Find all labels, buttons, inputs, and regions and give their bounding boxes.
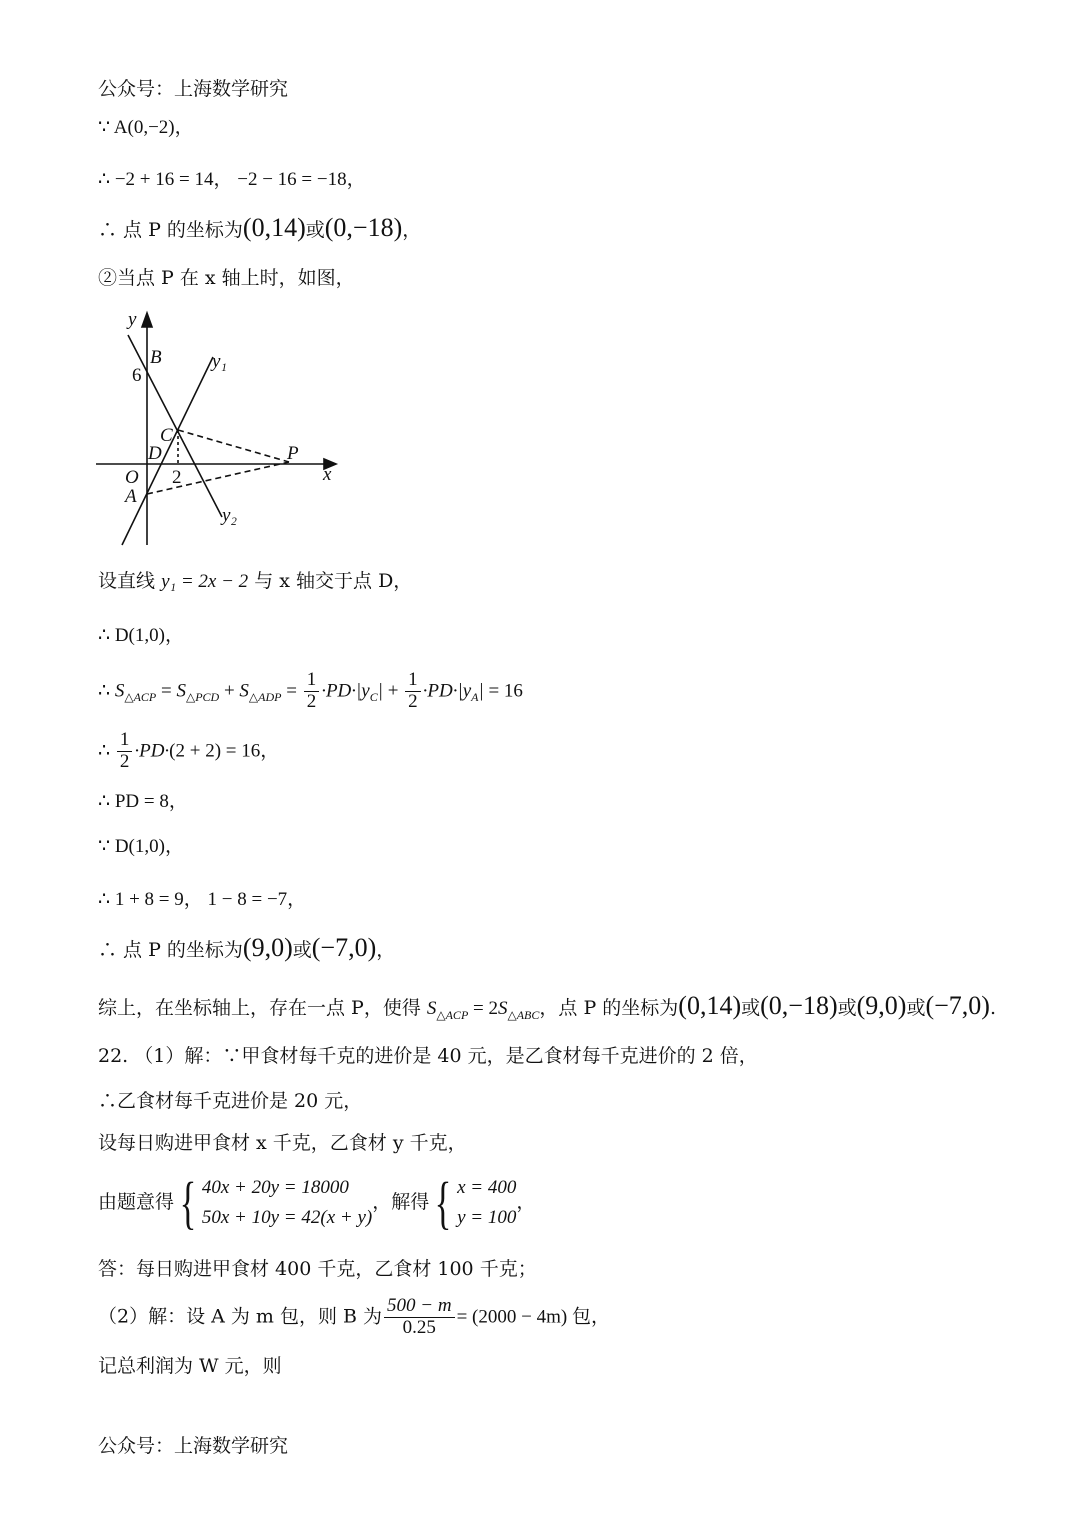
line-answer-1: 答：每日购进甲食材 400 千克，乙食材 100 千克； [98,1258,537,1280]
line-define-d: 设直线 y₁ = 2x − 2 与 x 轴交于点 D， [98,570,413,592]
line-half-pd: ∴ $\frac{1}{2}$ ·PD·(2 + 2) = 16， [98,729,280,772]
label-two: 2 [172,467,182,488]
line-price-yi: ∴乙食材每千克进价是 20 元， [98,1090,363,1112]
line-q22-part1: 22. （1）解：∵甲食材每千克的进价是 40 元，是乙食材每千克进价的 2 倍， [98,1045,758,1067]
label-p: P [287,443,299,464]
label-c: C [160,425,173,446]
dashed-cp [178,430,289,462]
line-d-coords: ∴ D(1,0)， [98,625,184,646]
line-p-coords-x: ∴ 点 P 的坐标为(9,0)或(−7,0)， [98,933,396,962]
y-axis-arrow [142,313,152,327]
line-calc-y: ∴ −2 + 16 = 14， −2 − 16 = −18， [98,169,366,190]
line-area-eq: ∴ $S_{\triangle ACP} = S_{\triangle PCD} + S_{\triangle ADP}$ = $\frac{1}{2}$ $\cdot PD\cdot|y_C|$ + $\frac{1}{2}$ $\cdot PD\cdot|y_A| = 16$ [98,669,523,712]
label-d: D [148,443,162,464]
label-x-axis: x [323,464,332,485]
line-given-a: ∵ A(0,−2)， [98,117,194,138]
line-set-vars: 设每日购进甲食材 x 千克，乙食材 y 千克， [98,1132,467,1154]
label-o: O [125,467,139,488]
dashed-ap [147,462,289,494]
label-y-axis: y [128,309,137,330]
label-a: A [125,486,137,507]
label-y1: y₁ [212,351,228,372]
label-six: 6 [132,365,142,386]
line-case-two: ②当点 P 在 x 轴上时，如图， [98,267,355,289]
line-pd: ∴ PD = 8， [98,791,188,812]
line-y2 [128,335,222,517]
line-system: 由题意得{ 40x + 20y = 18000 50x + 10y = 42(x + y) ，解得{ x = 400 y = 100 ， [98,1170,536,1235]
line-part2: （2）解：设 A 为 m 包，则 B 为 $\frac{500 - m}{0.25}$ = (2000 − 4m) 包， [98,1295,610,1338]
label-b: B [150,347,162,368]
header-watermark: 公众号：上海数学研究 [98,78,289,100]
line-p-coords-y: ∴ 点 P 的坐标为(0,14)或(0,−18)， [98,213,422,242]
line-d-again: ∵ D(1,0)， [98,836,184,857]
footer-watermark: 公众号：上海数学研究 [98,1435,289,1457]
line-conclusion: 综上，在坐标轴上，存在一点 P，使得 $S_{\triangle ACP} = 2S_{\triangle ABC}$，点 P 的坐标为(0,14)或(0,−18)或(9,0)或(−7,0). [98,991,996,1022]
line-profit: 记总利润为 W 元，则 [98,1355,282,1377]
label-y2: y₂ [222,505,238,526]
coordinate-graph [88,305,358,550]
line-calc-x: ∴ 1 + 8 = 9， 1 − 8 = −7， [98,889,307,910]
